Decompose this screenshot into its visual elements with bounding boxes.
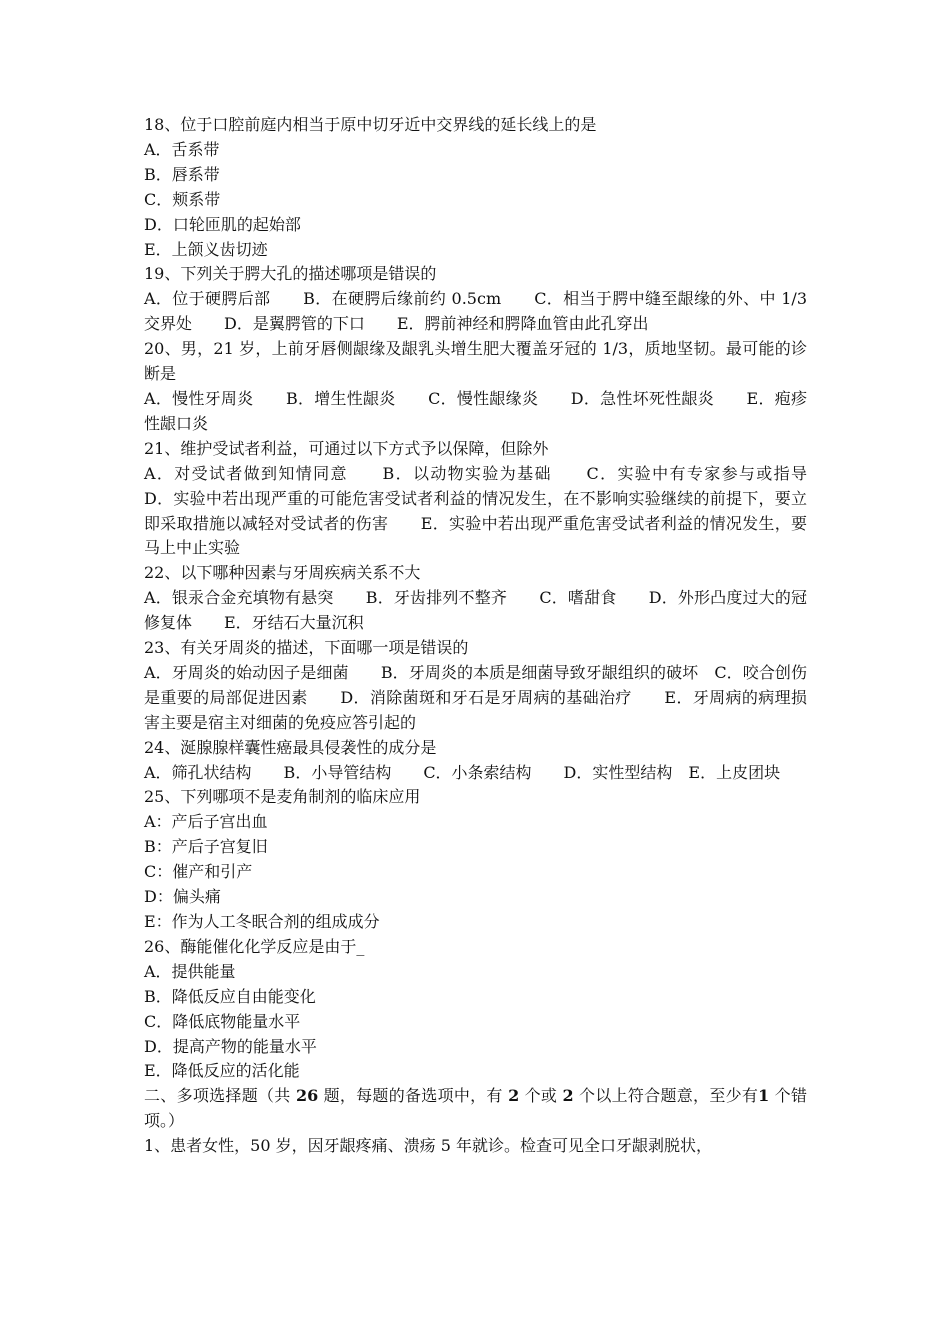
question-stem: 23、有关牙周炎的描述，下面哪一项是错误的 (144, 638, 469, 658)
option-a: A．舌系带 (144, 139, 220, 159)
option-b: B：产后子宫复旧 (144, 837, 268, 857)
question-options: A．牙周炎的始动因子是细菌 B．牙周炎的本质是细菌导致牙龈组织的破坏 C．咬合创伤是重要的局部促进因素 D．消除菌斑和牙石是牙周病的基础治疗 E．牙周病的病理损害主要是宿主对细菌的免疫应答引起的 (144, 662, 807, 732)
question-options: A．对受试者做到知情同意 B．以动物实验为基础 C．实验中有专家参与或指导 D．实验中若出现严重的可能危害受试者利益的情况发生，在不影响实验继续的前提下，要立即采取措施以减轻对受试者的伤害 E．实验中若出现严重危害受试者利益的情况发生，要马上中止实验 (144, 463, 840, 558)
option-c: C：催产和引产 (144, 862, 253, 882)
question-stem: 22、以下哪种因素与牙周疾病关系不大 (144, 563, 421, 583)
question-stem: 21、维护受试者利益，可通过以下方式予以保障，但除外 (144, 438, 549, 458)
question-21 (144, 437, 840, 562)
question-options: A．慢性牙周炎 B．增生性龈炎 C．慢性龈缘炎 D．急性坏死性龈炎 E．疱疹性龈口炎 (144, 388, 807, 433)
question-options: A．银汞合金充填物有悬突 B．牙齿排列不整齐 C．嗜甜食 D．外形凸度过大的冠修复体 E．牙结石大量沉积 (144, 588, 807, 633)
question-options: A．位于硬腭后部 B．在硬腭后缘前约 0.5cm C．相当于腭中缝至龈缘的外、中 1/3 交界处 D．是翼腭管的下口 E．腭前神经和腭降血管由此孔穿出 (144, 289, 813, 334)
question-stem: 26、酶能催化化学反应是由于_ (144, 936, 365, 956)
option-a: A：产后子宫出血 (144, 812, 268, 832)
option-c: C．颊系带 (144, 189, 221, 209)
section-heading-multiple-choice: 二、多项选择题（共 26 题，每题的备选项中，有 2 个或 2 个以上符合题意，至少有1 个错项。） (144, 1086, 807, 1131)
question-stem: 24、涎腺腺样囊性癌最具侵袭性的成分是 (144, 737, 437, 757)
question-stem: 18、位于口腔前庭内相当于原中切牙近中交界线的延长线上的是 (144, 115, 597, 134)
question-18 (144, 113, 807, 262)
option-a: A．提供能量 (144, 961, 236, 981)
question-26 (144, 935, 807, 1084)
option-d: D：偏头痛 (144, 887, 221, 907)
option-b: B．唇系带 (144, 164, 220, 184)
question-24 (144, 736, 807, 786)
option-d: D．口轮匝肌的起始部 (144, 214, 301, 234)
document-page (144, 113, 840, 1159)
option-b: B．降低反应自由能变化 (144, 986, 316, 1006)
question-19 (144, 262, 813, 337)
option-e: E．上颌义齿切迹 (144, 239, 268, 259)
section2-question-1: 1、患者女性，50 岁，因牙龈疼痛、溃疡 5 年就诊。检查可见全口牙龈剥脱状， (144, 1136, 712, 1156)
question-22 (144, 561, 807, 636)
question-25 (144, 785, 807, 934)
option-d: D．提高产物的能量水平 (144, 1036, 317, 1056)
option-e: E：作为人工冬眠合剂的组成成分 (144, 912, 380, 931)
question-stem: 20、男，21 岁，上前牙唇侧龈缘及龈乳头增生肥大覆盖牙冠的 1/3，质地坚韧。最可能的诊断是 (144, 339, 807, 384)
question-20 (144, 337, 807, 437)
question-stem: 25、下列哪项不是麦角制剂的临床应用 (144, 787, 421, 807)
question-count: 26 (295, 1086, 319, 1106)
option-c: C．降低底物能量水平 (144, 1011, 301, 1031)
question-23 (144, 636, 807, 736)
question-options: A．筛孔状结构 B．小导管结构 C．小条索结构 D．实性型结构 E．上皮团块 (144, 762, 781, 782)
option-e: E．降低反应的活化能 (144, 1061, 300, 1081)
question-stem: 19、下列关于腭大孔的描述哪项是错误的 (144, 264, 437, 284)
